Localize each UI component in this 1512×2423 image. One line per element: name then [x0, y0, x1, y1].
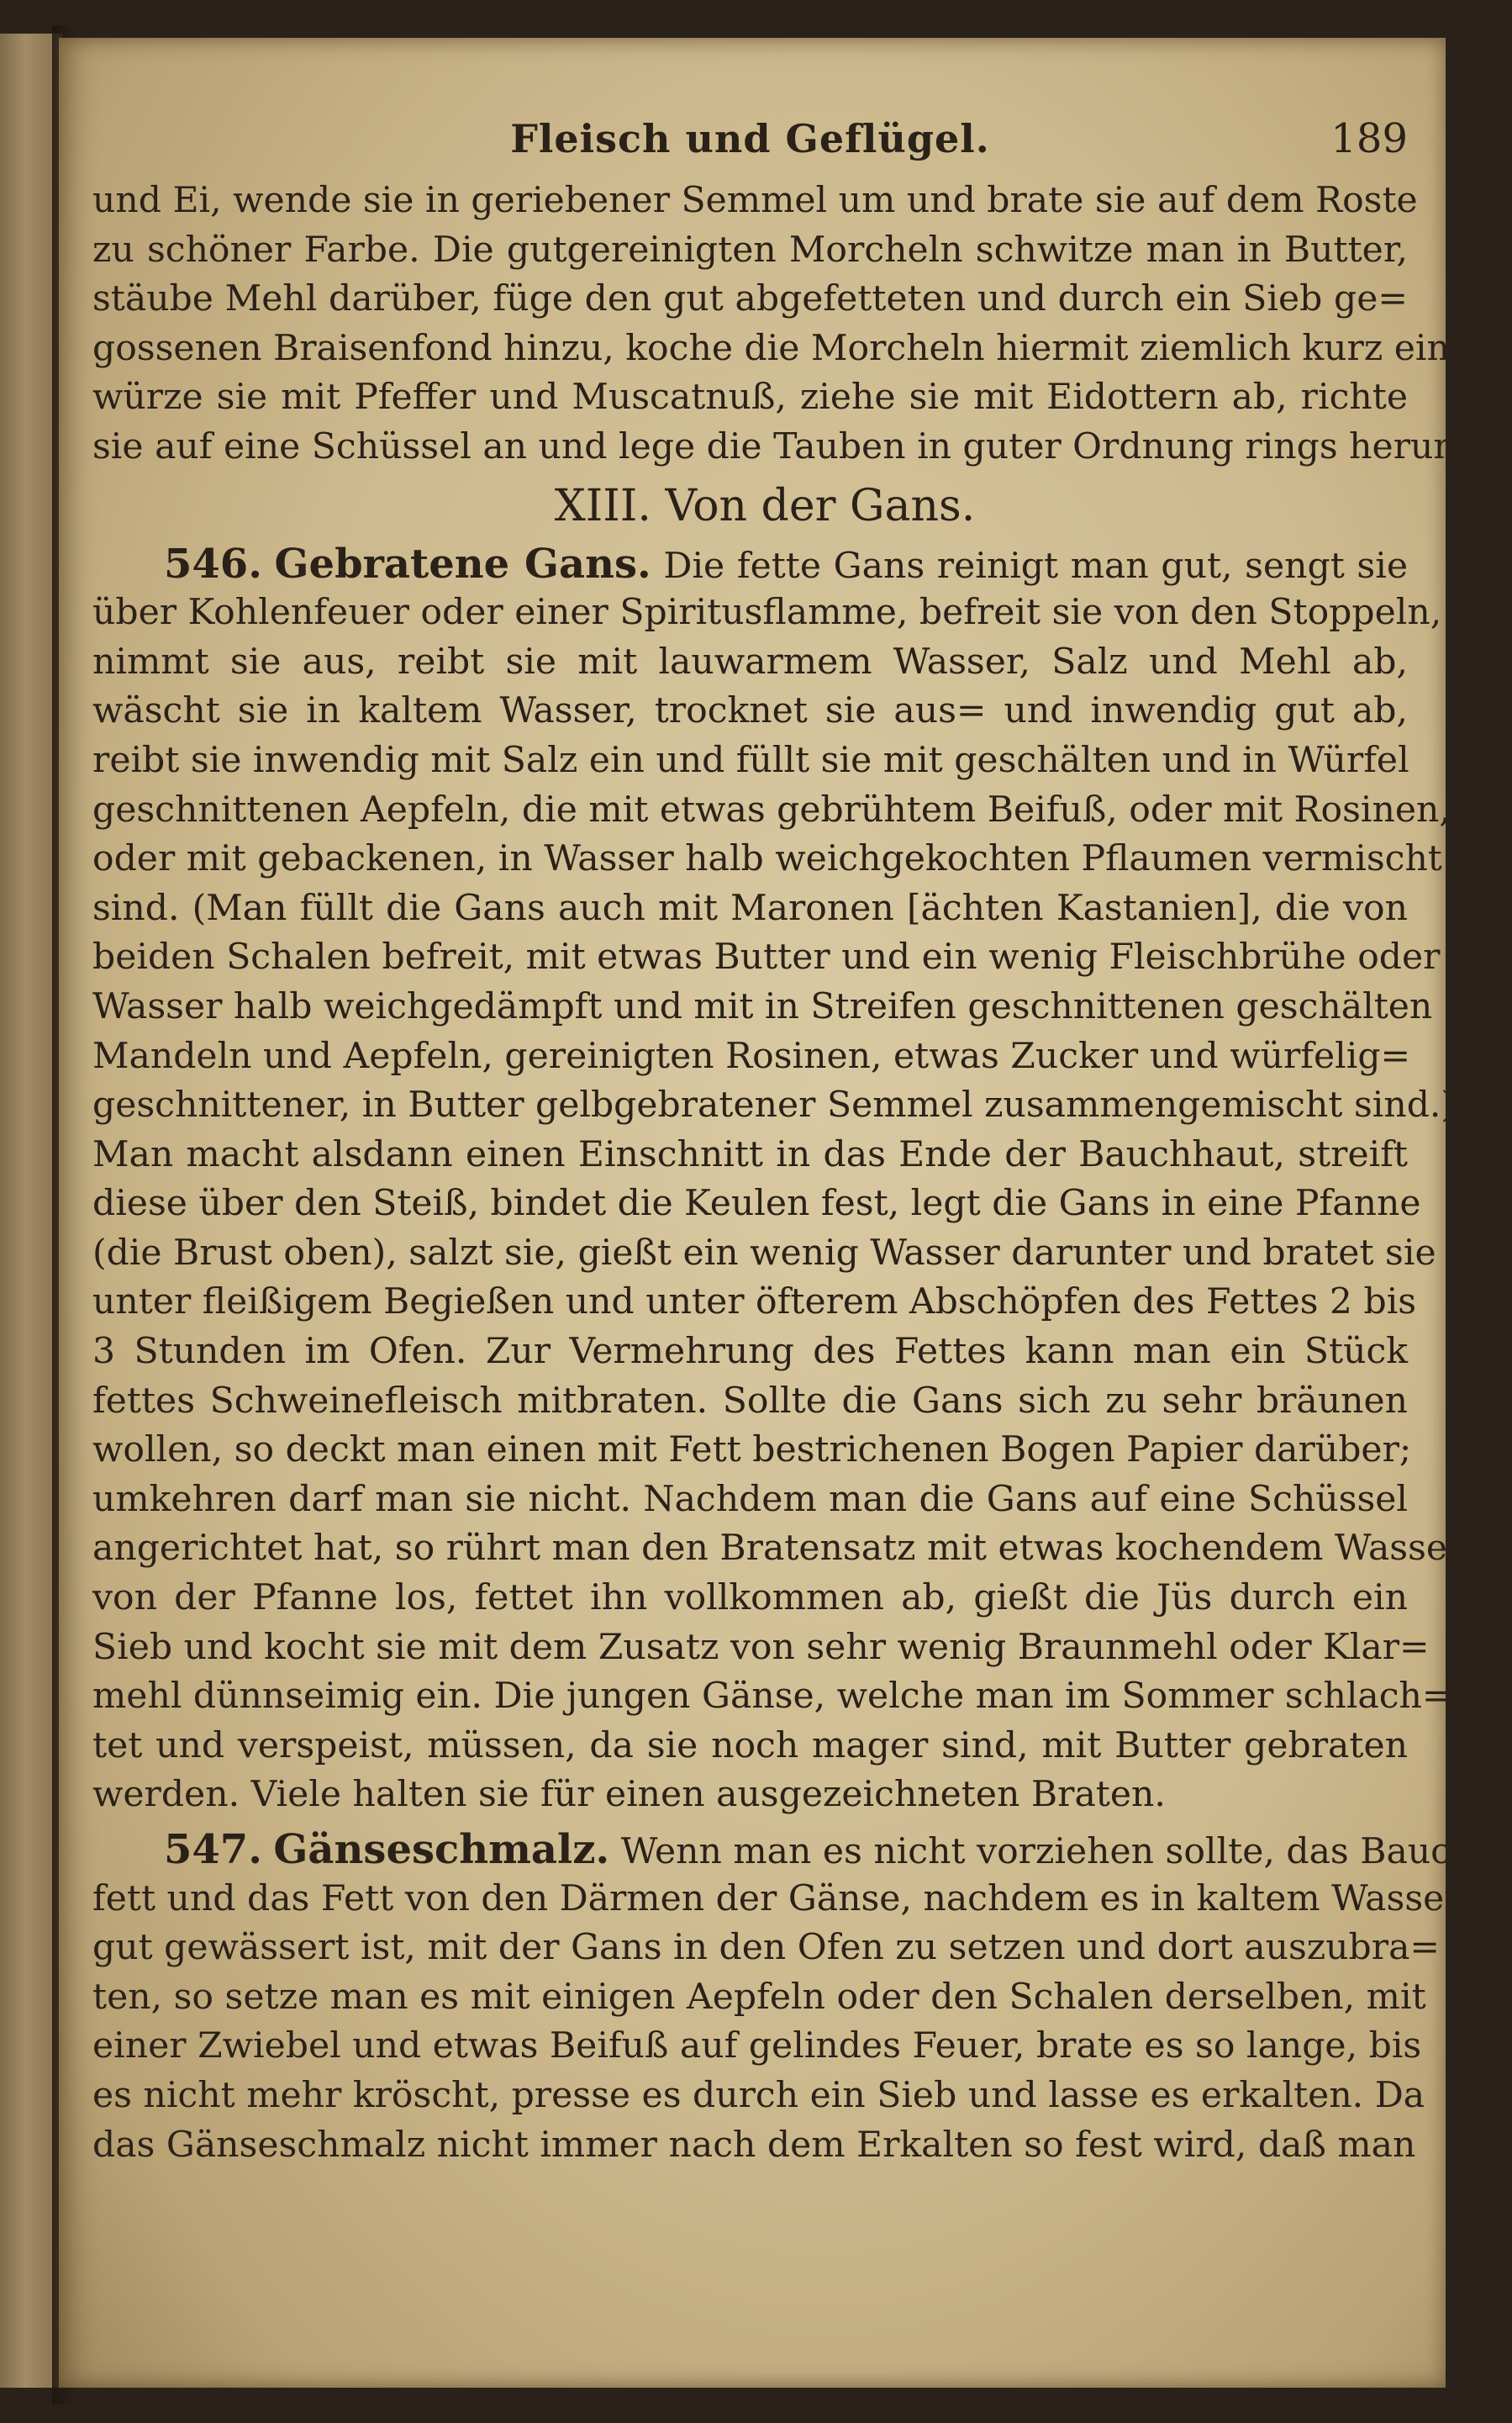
text-fragment: Wenn man es nicht vorziehen sollte, das Bauch= — [620, 1831, 1504, 1872]
text-line: Wasser halb weichgedämpft und mit in Streifen geschnittenen geschälten — [92, 985, 1433, 1027]
page-header — [92, 101, 1408, 177]
running-title: Fleisch und Geflügel. — [510, 116, 990, 161]
recipe-546 — [92, 540, 1465, 1820]
text-line: Man macht alsdann einen Einschnitt in das Ende der Bauchhaut, streift — [92, 1133, 1408, 1175]
recipe-number: 546. — [164, 540, 262, 588]
recipe-first-line — [92, 540, 1408, 589]
recipe-547 — [92, 1825, 1504, 2170]
text-line: fett und das Fett von den Därmen der Gänse, nachdem es in kaltem Wasser — [92, 1877, 1462, 1919]
text-line: gossenen Braisenfond hinzu, koche die Morcheln hiermit ziemlich kurz ein, — [92, 327, 1462, 369]
text-fragment: Die fette Gans reinigt man gut, sengt sie — [663, 545, 1408, 587]
text-line: reibt sie inwendig mit Salz ein und füllt sie mit geschälten und in Würfel — [92, 739, 1409, 781]
section-heading: XIII. Von der Gans. — [554, 480, 976, 531]
text-line: Sieb und kocht sie mit dem Zusatz von sehr wenig Braunmehl oder Klar= — [92, 1626, 1430, 1668]
recipe-first-line — [92, 1825, 1504, 1875]
text-line: zu schöner Farbe. Die gutgereinigten Morcheln schwitze man in Butter, — [92, 229, 1408, 271]
text-line: stäube Mehl darüber, füge den gut abgefetteten und durch ein Sieb ge= — [92, 278, 1408, 320]
page-text — [92, 101, 1504, 2170]
text-line: es nicht mehr kröscht, presse es durch ein Sieb und lasse es erkalten. Da — [92, 2074, 1425, 2116]
text-line: fettes Schweinefleisch mitbraten. Sollte die Gans sich zu sehr bräunen — [92, 1380, 1408, 1422]
text-line: oder mit gebackenen, in Wasser halb weichgekochten Pflaumen vermischt — [92, 838, 1442, 880]
text-line: geschnittener, in Butter gelbgebratener Semmel zusammengemischt sind.) — [92, 1085, 1456, 1127]
text-line: über Kohlenfeuer oder einer Spiritusflamme, befreit sie von den Stoppeln, — [92, 592, 1442, 634]
text-line: gut gewässert ist, mit der Gans in den Ofen zu setzen und dort auszubra= — [92, 1927, 1441, 1969]
intro-paragraph — [92, 177, 1479, 472]
text-line: angerichtet hat, so rührt man den Bratensatz mit etwas kochendem Wasser — [92, 1528, 1465, 1570]
text-line: geschnittenen Aepfeln, die mit etwas gebrühtem Beifuß, oder mit Rosinen, — [92, 789, 1451, 831]
text-line: nimmt sie aus, reibt sie mit lauwarmem Wasser, Salz und Mehl ab, — [92, 641, 1408, 683]
text-line: von der Pfanne los, fettet ihn vollkommen ab, gießt die Jüs durch ein — [92, 1577, 1408, 1619]
text-line: beiden Schalen befreit, mit etwas Butter und ein wenig Fleischbrühe oder — [92, 937, 1441, 979]
page-number: 189 — [1330, 115, 1408, 162]
text-line: werden. Viele halten sie für einen ausgezeichneten Braten. — [92, 1774, 1166, 1816]
recipe-title: Gebratene Gans. — [274, 540, 651, 588]
text-line: das Gänseschmalz nicht immer nach dem Erkalten so fest wird, daß man — [92, 2124, 1416, 2166]
text-line: ten, so setze man es mit einigen Aepfeln oder den Schalen derselben, mit — [92, 1976, 1426, 2018]
text-line: sind. (Man füllt die Gans auch mit Maronen [ächten Kastanien], die von — [92, 887, 1408, 929]
text-line: wollen, so deckt man einen mit Fett bestrichenen Bogen Papier darüber; — [92, 1429, 1412, 1471]
recipe-number: 547. — [164, 1826, 262, 1873]
text-line: und Ei, wende sie in geriebener Semmel um und brate sie auf dem Roste — [92, 180, 1418, 221]
text-line: mehl dünnseimig ein. Die jungen Gänse, welche man im Sommer schlach= — [92, 1676, 1452, 1718]
text-line: einer Zwiebel und etwas Beifuß auf gelindes Feuer, brate es so lange, bis — [92, 2025, 1422, 2067]
text-line: Mandeln und Aepfeln, gereinigten Rosinen, etwas Zucker und würfelig= — [92, 1035, 1411, 1077]
text-line: würze sie mit Pfeffer und Muscatnuß, ziehe sie mit Eidottern ab, richte — [92, 377, 1408, 419]
text-line: diese über den Steiß, bindet die Keulen fest, legt die Gans in eine Pfanne — [92, 1183, 1421, 1225]
recipe-title: Gänseschmalz. — [273, 1826, 610, 1873]
text-line: 3 Stunden im Ofen. Zur Vermehrung des Fettes kann man ein Stück — [92, 1331, 1408, 1373]
text-line: wäscht sie in kaltem Wasser, trocknet sie aus= und inwendig gut ab, — [92, 690, 1408, 732]
text-line: unter fleißigem Begießen und unter öfterem Abschöpfen des Fettes 2 bis — [92, 1281, 1417, 1323]
text-line: (die Brust oben), salzt sie, gießt ein wenig Wasser darunter und bratet sie — [92, 1232, 1436, 1274]
book-page — [59, 38, 1504, 2388]
text-line: umkehren darf man sie nicht. Nachdem man die Gans auf eine Schüssel — [92, 1478, 1408, 1520]
text-line: tet und verspeist, müssen, da sie noch mager sind, mit Butter gebraten — [92, 1724, 1408, 1766]
text-line: sie auf eine Schüssel an und lege die Tauben in guter Ordnung rings herum. — [92, 425, 1479, 467]
